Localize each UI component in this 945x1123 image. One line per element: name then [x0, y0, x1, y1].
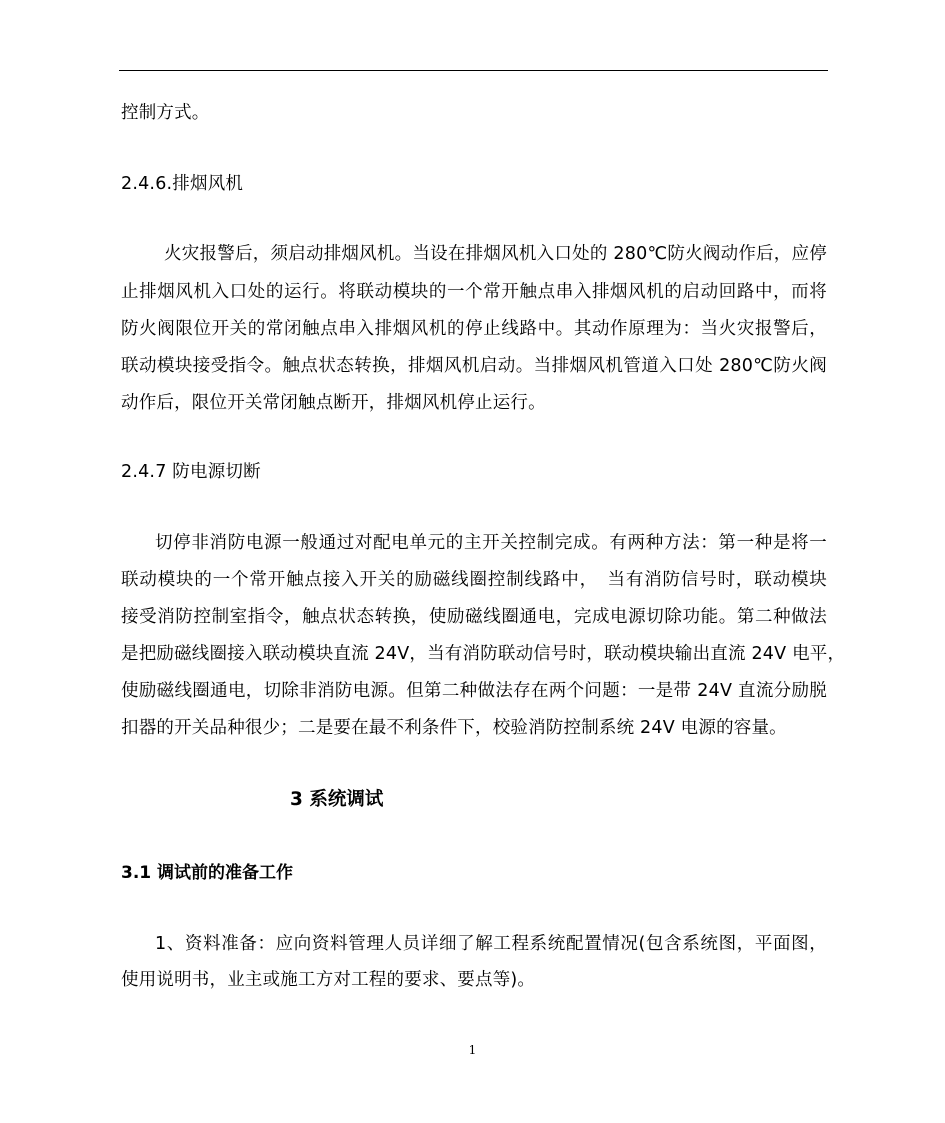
heading-2-4-7: 2.4.7 防电源切断: [121, 462, 261, 482]
paragraph-line: 联动模块的一个常开触点接入开关的励磁线圈控制线路中， 当有消防信号时，联动模块: [121, 570, 827, 590]
paragraph-line: 火灾报警后，须启动排烟风机。当设在排烟风机入口处的 280℃防火阀动作后，应停: [164, 244, 827, 264]
page-number: 1: [468, 1043, 477, 1057]
paragraph-line: 止排烟风机入口处的运行。将联动模块的一个常开触点串入排烟风机的启动回路中，而将: [121, 282, 827, 302]
heading-2-4-6: 2.4.6.排烟风机: [121, 174, 244, 194]
paragraph-line: 使用说明书，业主或施工方对工程的要求、要点等)。: [121, 970, 536, 990]
paragraph-line: 是把励磁线圈接入联动模块直流 24V，当有消防联动信号时，联动模块输出直流 24V 电平，: [121, 644, 846, 664]
paragraph-line: 切停非消防电源一般通过对配电单元的主开关控制完成。有两种方法：第一种是将一: [155, 533, 827, 553]
continued-text-line: 控制方式。: [121, 103, 210, 123]
header-rule: [119, 70, 828, 71]
paragraph-line: 1、资料准备：应向资料管理人员详细了解工程系统配置情况(包含系统图，平面图，: [155, 934, 827, 954]
paragraph-line: 联动模块接受指令。触点状态转换，排烟风机启动。当排烟风机管道入口处 280℃防火阀: [121, 356, 827, 376]
paragraph-line: 扣器的开关品种很少；二是要在最不利条件下，校验消防控制系统 24V 电源的容量。: [121, 718, 787, 738]
paragraph-line: 防火阀限位开关的常闭触点串入排烟风机的停止线路中。其动作原理为：当火灾报警后，: [121, 319, 827, 339]
section-3-title: 3 系统调试: [290, 789, 384, 810]
paragraph-line: 接受消防控制室指令，触点状态转换，使励磁线圈通电，完成电源切除功能。第二种做法: [121, 607, 827, 627]
paragraph-line: 使励磁线圈通电，切除非消防电源。但第二种做法存在两个问题：一是带 24V 直流分励脱: [121, 681, 827, 701]
heading-3-1: 3.1 调试前的准备工作: [121, 863, 294, 883]
paragraph-line: 动作后，限位开关常闭触点断开，排烟风机停止运行。: [121, 393, 546, 413]
